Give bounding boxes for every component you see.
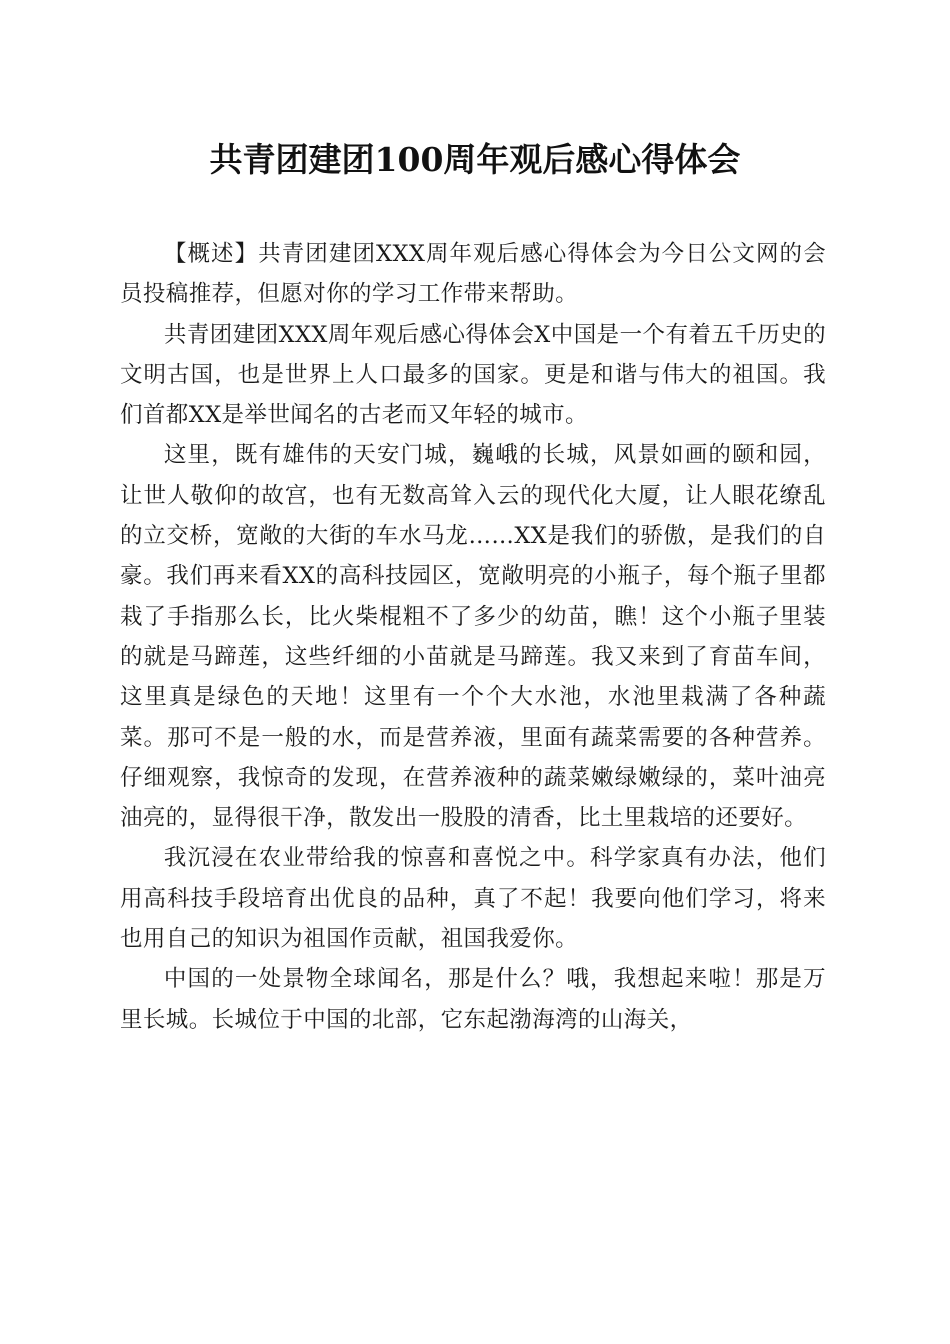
document-title: 共青团建团100周年观后感心得体会 (209, 140, 741, 179)
paragraph: 这里，既有雄伟的天安门城，巍峨的长城，风景如画的颐和园，让世人敬仰的故宫，也有无数高耸入云的现代化大厦，让人眼花缭乱的立交桥，宽敞的大街的车水马龙……XX是我们的骄傲，是我们的自豪。我们再来看XX的高科技园区，宽敞明亮的小瓶子，每个瓶子里都栽了手指那么长，比火柴棍粗不了多少的幼苗，瞧！这个小瓶子里装的就是马蹄莲，这些纤细的小苗就是马蹄莲。我又来到了育苗车间，这里真是绿色的天地！这里有一个个大水池，水池里栽满了各种蔬菜。那可不是一般的水，而是营养液，里面有蔬菜需要的各种营养。仔细观察，我惊奇的发现，在营养液种的蔬菜嫩绿嫩绿的，菜叶油亮油亮的，显得很干净，散发出一股股的清香，比土里栽培的还要好。 (120, 442, 826, 832)
document-body (120, 234, 826, 1040)
paragraph: 共青团建团XXX周年观后感心得体会X中国是一个有着五千历史的文明古国，也是世界上人口最多的国家。更是和谐与伟大的祖国。我们首都XX是举世闻名的古老而又年轻的城市。 (120, 321, 826, 429)
paragraph: 中国的一处景物全球闻名，那是什么？哦，我想起来啦！那是万里长城。长城位于中国的北部，它东起渤海湾的山海关， (120, 966, 826, 1033)
paragraph-summary: 【概述】共青团建团XXX周年观后感心得体会为今日公文网的会员投稿推荐，但愿对你的学习工作带来帮助。 (120, 241, 826, 308)
paragraph: 我沉浸在农业带给我的惊喜和喜悦之中。科学家真有办法，他们用高科技手段培育出优良的品种，真了不起！我要向他们学习，将来也用自己的知识为祖国作贡献，祖国我爱你。 (120, 845, 826, 953)
